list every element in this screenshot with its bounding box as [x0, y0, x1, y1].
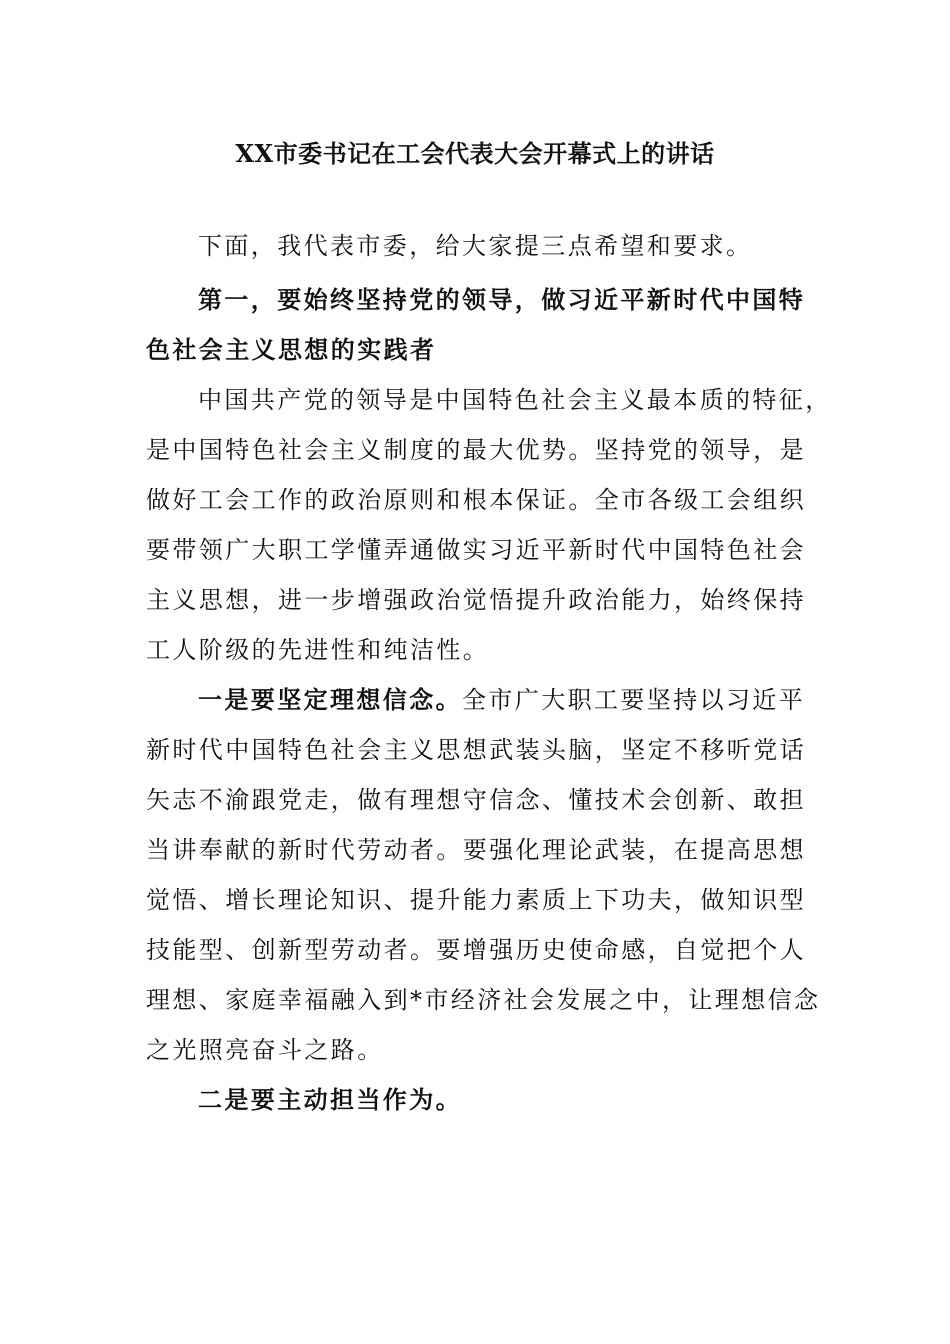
point1-line: 当讲奉献的新时代劳动者。要强化理论武装，在提高思想 — [146, 836, 806, 864]
point2-paragraph — [146, 1075, 806, 1125]
paragraph1 — [146, 375, 832, 675]
section1-heading-line1: 第一，要始终坚持党的领导，做习近平新时代中国特 — [198, 285, 806, 314]
document-title: XX市委书记在工会代表大会开幕式上的讲话 — [235, 139, 715, 168]
paragraph1-line: 做好工会工作的政治原则和根本保证。全市各级工会组织 — [146, 486, 806, 514]
point1-line: 之光照亮奋斗之路。 — [146, 1036, 384, 1064]
point1-line: 矢志不渝跟党走，做有理想守信念、懂技术会创新、敢担 — [146, 786, 806, 814]
point1-line: 新时代中国特色社会主义思想武装头脑，坚定不移听党话 — [146, 736, 806, 764]
point2-lead: 二是要主动担当作为。 — [198, 1085, 462, 1114]
paragraph1-line: 中国共产党的领导是中国特色社会主义最本质的特征， — [198, 386, 832, 414]
intro-text: 下面，我代表市委，给大家提三点希望和要求。 — [198, 232, 753, 260]
paragraph1-line: 工人阶级的先进性和纯洁性。 — [146, 636, 490, 664]
paragraph1-line: 是中国特色社会主义制度的最大优势。坚持党的领导，是 — [146, 436, 806, 464]
paragraph1-line: 主义思想，进一步增强政治觉悟提升政治能力，始终保持 — [146, 586, 806, 614]
point1-first-line-rest: 全市广大职工要坚持以习近平 — [462, 686, 806, 714]
point1-lead: 一是要坚定理想信念。 — [198, 685, 462, 714]
point1-first-line — [146, 675, 806, 725]
point1-line: 理想、家庭幸福融入到*市经济社会发展之中，让理想信念 — [146, 986, 821, 1014]
point1-paragraph — [146, 675, 821, 1075]
section1-heading — [146, 275, 806, 375]
paragraph1-line: 要带领广大职工学懂弄通做实习近平新时代中国特色社会 — [146, 536, 806, 564]
point1-line: 技能型、创新型劳动者。要增强历史使命感，自觉把个人 — [146, 936, 806, 964]
intro-paragraph — [146, 221, 806, 271]
point1-line: 觉悟、增长理论知识、提升能力素质上下功夫，做知识型 — [146, 886, 806, 914]
section1-heading-line2: 色社会主义思想的实践者 — [146, 335, 437, 364]
